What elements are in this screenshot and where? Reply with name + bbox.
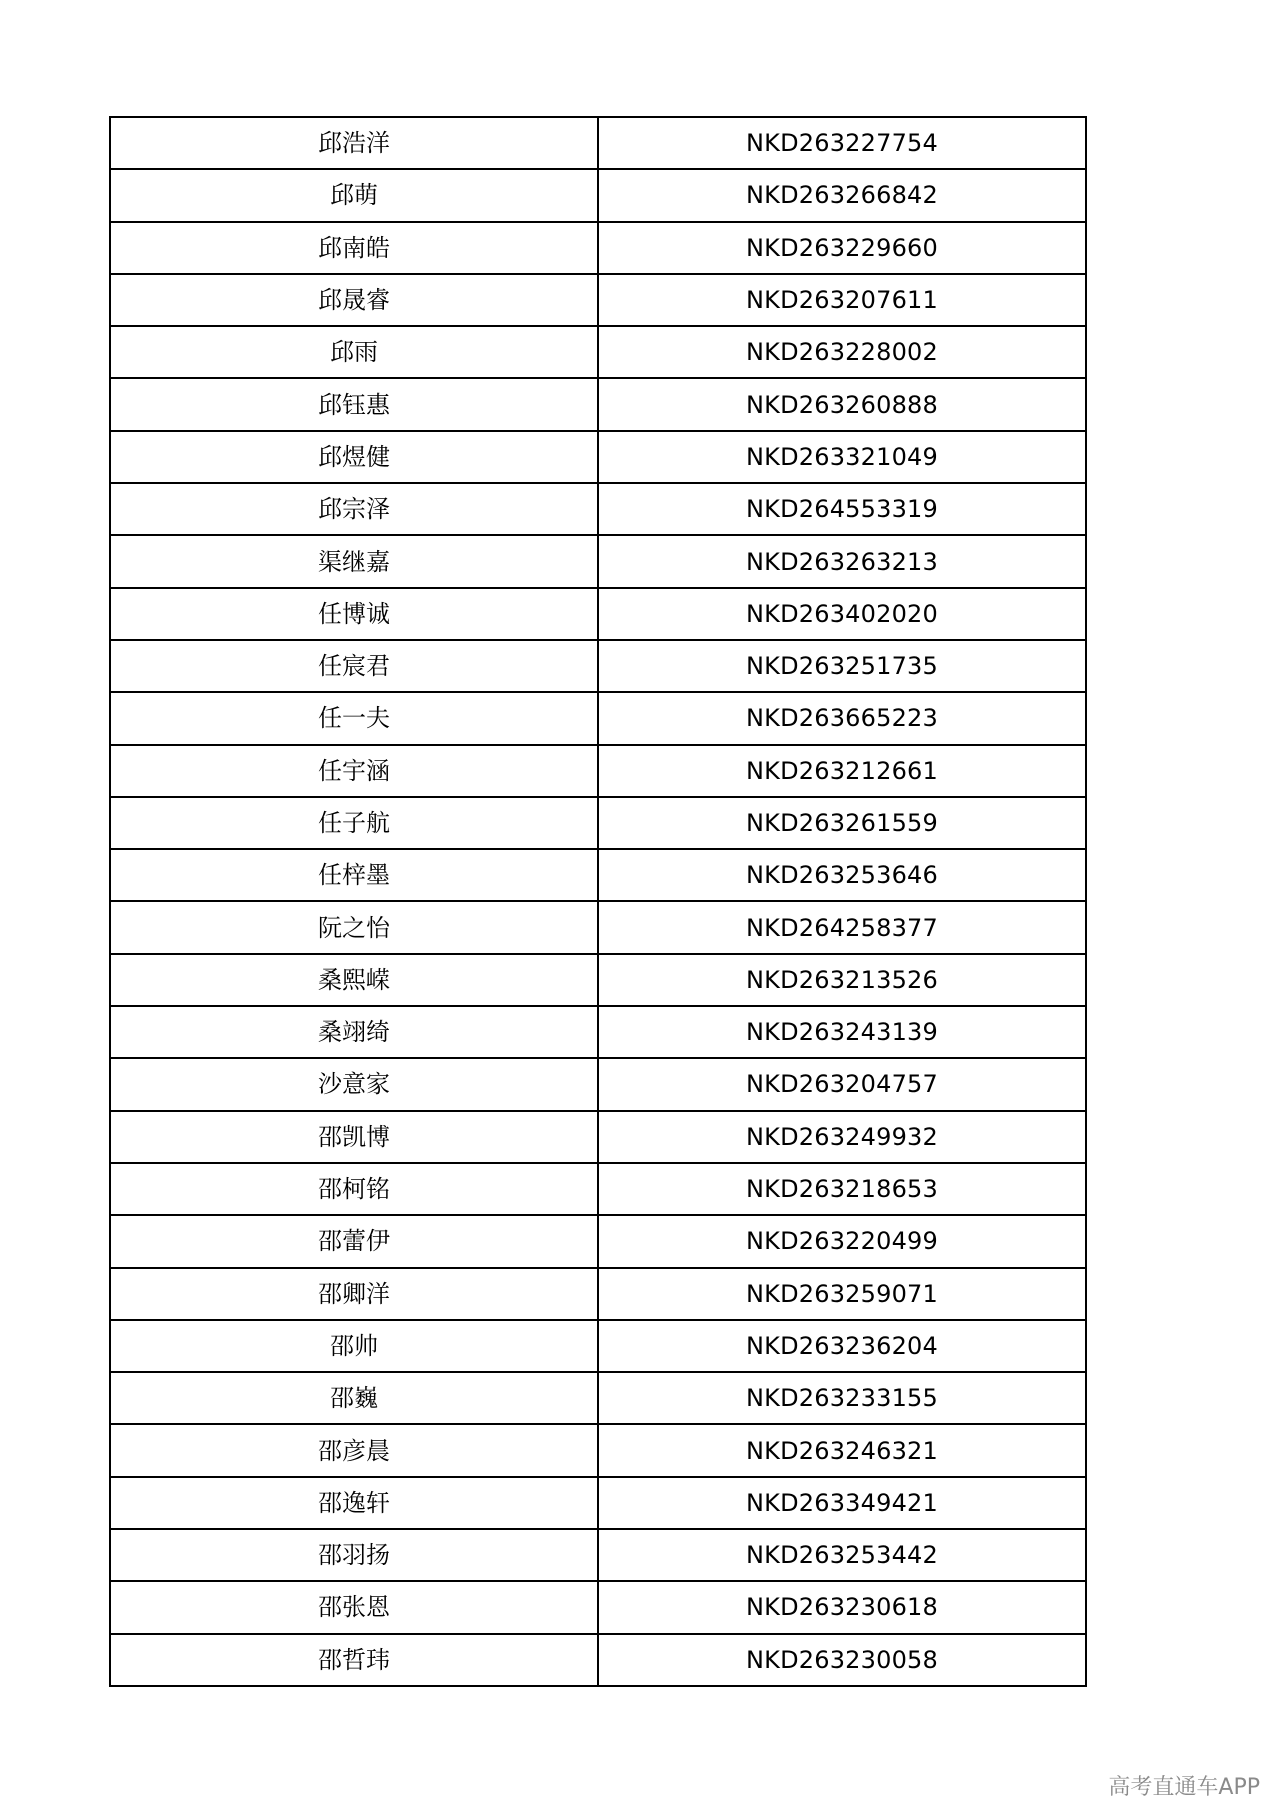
table-row: [110, 431, 1086, 483]
registration-number-cell: NKD263349421: [598, 1477, 1086, 1529]
table-row: [110, 1372, 1086, 1424]
registration-number-cell: NKD263236204: [598, 1320, 1086, 1372]
student-name-cell: 桑翊绮: [110, 1006, 598, 1058]
table-row: [110, 640, 1086, 692]
table-row: [110, 326, 1086, 378]
registration-number-cell: NKD263263213: [598, 535, 1086, 587]
table-row: [110, 692, 1086, 744]
watermark-logo-text: 高考直通车APP: [1108, 1775, 1260, 1800]
student-name-cell: 邵卿洋: [110, 1268, 598, 1320]
registration-number-cell: NKD263227754: [598, 117, 1086, 169]
table-row: [110, 1581, 1086, 1633]
table-row: [110, 1215, 1086, 1267]
student-name-cell: 邱雨: [110, 326, 598, 378]
registration-number-cell: NKD264258377: [598, 901, 1086, 953]
registration-number-cell: NKD263204757: [598, 1058, 1086, 1110]
table-row: [110, 1268, 1086, 1320]
student-name-cell: 邵哲玮: [110, 1634, 598, 1686]
table-row: [110, 378, 1086, 430]
registration-number-cell: NKD263260888: [598, 378, 1086, 430]
student-name-cell: 任子航: [110, 797, 598, 849]
table-row: [110, 1006, 1086, 1058]
registration-number-cell: NKD263230058: [598, 1634, 1086, 1686]
student-name-cell: 邱煜健: [110, 431, 598, 483]
registration-number-cell: NKD263230618: [598, 1581, 1086, 1633]
table-row: [110, 588, 1086, 640]
roster-table-body: [110, 117, 1086, 1686]
registration-number-cell: NKD263251735: [598, 640, 1086, 692]
table-row: [110, 745, 1086, 797]
table-row: [110, 1477, 1086, 1529]
student-name-cell: 任一夫: [110, 692, 598, 744]
registration-number-cell: NKD263233155: [598, 1372, 1086, 1424]
student-name-cell: 任梓墨: [110, 849, 598, 901]
student-name-cell: 桑熙嵘: [110, 954, 598, 1006]
table-row: [110, 169, 1086, 221]
student-name-cell: 邵蕾伊: [110, 1215, 598, 1267]
registration-number-cell: NKD263249932: [598, 1111, 1086, 1163]
roster-table: [109, 116, 1087, 1687]
table-row: [110, 797, 1086, 849]
student-name-cell: 邵柯铭: [110, 1163, 598, 1215]
student-name-cell: 邵逸轩: [110, 1477, 598, 1529]
student-name-cell: 沙意家: [110, 1058, 598, 1110]
student-name-cell: 邱萌: [110, 169, 598, 221]
table-row: [110, 1163, 1086, 1215]
table-row: [110, 1111, 1086, 1163]
student-name-cell: 邱晟睿: [110, 274, 598, 326]
student-name-cell: 任宇涵: [110, 745, 598, 797]
registration-number-cell: NKD263243139: [598, 1006, 1086, 1058]
registration-number-cell: NKD263261559: [598, 797, 1086, 849]
student-name-cell: 邵凯博: [110, 1111, 598, 1163]
registration-number-cell: NKD263207611: [598, 274, 1086, 326]
table-row: [110, 1320, 1086, 1372]
student-name-cell: 阮之怡: [110, 901, 598, 953]
student-name-cell: 邱浩洋: [110, 117, 598, 169]
registration-number-cell: NKD264553319: [598, 483, 1086, 535]
registration-number-cell: NKD263218653: [598, 1163, 1086, 1215]
table-row: [110, 849, 1086, 901]
registration-number-cell: NKD263259071: [598, 1268, 1086, 1320]
table-row: [110, 1529, 1086, 1581]
registration-number-cell: NKD263253442: [598, 1529, 1086, 1581]
table-row: [110, 222, 1086, 274]
student-name-cell: 渠继嘉: [110, 535, 598, 587]
table-row: [110, 483, 1086, 535]
registration-number-cell: NKD263266842: [598, 169, 1086, 221]
student-name-cell: 任博诚: [110, 588, 598, 640]
table-row: [110, 117, 1086, 169]
table-row: [110, 274, 1086, 326]
student-name-cell: 邵巍: [110, 1372, 598, 1424]
table-row: [110, 901, 1086, 953]
registration-number-cell: NKD263212661: [598, 745, 1086, 797]
table-row: [110, 535, 1086, 587]
registration-number-cell: NKD263246321: [598, 1424, 1086, 1476]
student-name-cell: 邱宗泽: [110, 483, 598, 535]
registration-number-cell: NKD263665223: [598, 692, 1086, 744]
table-row: [110, 1058, 1086, 1110]
table-row: [110, 1634, 1086, 1686]
student-name-cell: 邵帅: [110, 1320, 598, 1372]
student-name-cell: 邵张恩: [110, 1581, 598, 1633]
registration-number-cell: NKD263220499: [598, 1215, 1086, 1267]
student-name-cell: 邱钰惠: [110, 378, 598, 430]
student-name-cell: 邱南皓: [110, 222, 598, 274]
registration-number-cell: NKD263253646: [598, 849, 1086, 901]
registration-number-cell: NKD263229660: [598, 222, 1086, 274]
registration-number-cell: NKD263321049: [598, 431, 1086, 483]
student-name-cell: 邵彦晨: [110, 1424, 598, 1476]
table-row: [110, 954, 1086, 1006]
registration-number-cell: NKD263402020: [598, 588, 1086, 640]
table-row: [110, 1424, 1086, 1476]
registration-number-cell: NKD263228002: [598, 326, 1086, 378]
student-name-cell: 邵羽扬: [110, 1529, 598, 1581]
student-name-cell: 任宸君: [110, 640, 598, 692]
registration-number-cell: NKD263213526: [598, 954, 1086, 1006]
